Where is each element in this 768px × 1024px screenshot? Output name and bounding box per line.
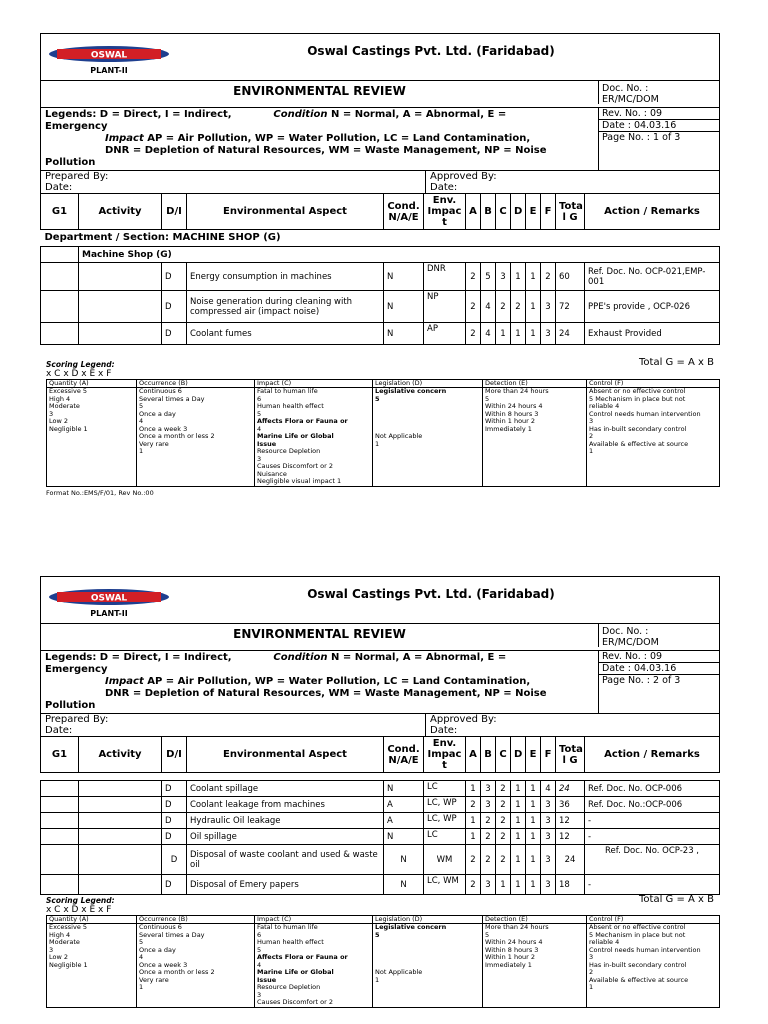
table-row: D Coolant fumes N AP 2 4 1 1 1 3 24 Exhaust Provided <box>41 323 720 345</box>
impact-scale: Fatal to human life 6 Human health effect 5 Affects Flora or Fauna or 4 Marine Life or Global Issue Resource Depletion 3 Causes Discomfort or 2 <box>255 924 373 1008</box>
doc-no <box>599 81 719 107</box>
legend-area <box>40 107 720 170</box>
review-page-2 <box>40 576 720 1008</box>
company-name: Oswal Castings Pvt. Ltd. (Faridabad) <box>307 44 555 58</box>
impact-scale: Fatal to human life 6 Human health effect 5 Affects Flora or Fauna or 4 Marine Life or Global Issue Resource Depletion 3 Causes Discomfort or 2 Nuisance Negligible visual impact 1 <box>255 388 373 487</box>
signoff-row: Prepared By: Date: Approved By: Date: <box>40 713 720 736</box>
detection-scale: More than 24 hours 5 Within 24 hours 4 Within 8 hours 3 Within 1 hour 2 Immediately 1 <box>483 388 587 487</box>
rev-no: Rev. No. : 09 <box>599 108 719 120</box>
quantity-scale: Excessive 5 High 4 Moderate 3 Low 2 Negligible 1 <box>47 924 137 1008</box>
table-row: D Hydraulic Oil leakage A LC, WP 1 2 2 1 1 3 12 - <box>41 813 720 829</box>
table-header: G1 Activity D/I Environmental Aspect Cond. N/A/E Env. Impac t A B C D E F Tota l G Action / Remarks <box>41 194 720 230</box>
scoring-legend-table: Quantity (A) Occurrence (B) Impact (C) Legislation (D) Detection (E) Control (F) Excessive 5 High 4 Moderate 3 Low 2 Negligible 1 Continuous 6 Several times a Day 5 Once a day 4 Once a week 3 Once a month or less 2 Very rare 1 Fatal to human life 6 Human health effect 5 Affects Flora or Fauna or 4 Marine Life or Global Issue Resource Depletion 3 Causes Discomfort or 2 Legislative concern 5 Not Applicable 1 More than 24 hours 5 Within 24 hours 4 Within 8 hours 3 Within 1 hour 2 Immediately 1 Absent or no effective control 5 Mechanism in place but not reliable 4 Control needs human intervention 3 Has in-built secondary control 2 Available & effective at source 1 <box>46 915 720 1008</box>
document-title: ENVIRONMENTAL REVIEW <box>41 81 599 104</box>
department-label: Department / Section: MACHINE SHOP (G) <box>41 230 720 247</box>
doc-no-value: ER/MC/DOM <box>602 94 659 105</box>
svg-text:PLANT-II: PLANT-II <box>90 609 128 618</box>
control-scale: Absent or no effective control 5 Mechanism in place but not reliable 4 Control needs human intervention 3 Has in-built secondary control 2 Available & effective at source 1 <box>587 388 720 487</box>
detection-scale: More than 24 hours 5 Within 24 hours 4 Within 8 hours 3 Within 1 hour 2 Immediately 1 <box>483 924 587 1008</box>
approved-by: Approved By: <box>430 171 497 182</box>
table-header: G1 Activity D/I Environmental Aspect Cond. N/A/E Env. Impac t A B C D E F Tota l G Action / Remarks <box>41 737 720 773</box>
prepared-by: Prepared By: <box>45 171 109 182</box>
page-header <box>40 33 720 80</box>
table-row: D Noise generation during cleaning with compressed air (impact noise) N NP 2 4 2 2 1 3 72 PPE's provide , OCP-026 <box>41 291 720 323</box>
total-formula: Total G = A x B <box>639 894 714 905</box>
legislation-scale: Legislative concern 5 Not Applicable 1 <box>373 388 483 487</box>
table-row: D Energy consumption in machines N DNR 2 5 3 1 1 2 60 Ref. Doc. No. OCP-021,EMP-001 <box>41 263 720 291</box>
legends-text: Legends: D = Direct, I = Indirect, Condition N = Normal, A = Abnormal, E = Emergency Impact AP = Air Pollution, WP = Water Pollution, LC = Land Contamination, DNR = Depletion of Natural Resources, WM = Waste Management, NP = Noise Pollution <box>41 651 599 713</box>
svg-text:OSWAL: OSWAL <box>90 593 128 604</box>
scoring-formula: x C x D x E x F <box>46 369 112 379</box>
total-formula: Total G = A x B <box>639 357 714 368</box>
signoff-row: Prepared By: Date: Approved By: Date: <box>40 170 720 193</box>
occurrence-scale: Continuous 6 Several times a Day 5 Once a day 4 Once a week 3 Once a month or less 2 Very rare 1 <box>137 924 255 1008</box>
doc-no-label: Doc. No. : <box>602 83 649 94</box>
quantity-scale: Excessive 5 High 4 Moderate 3 Low 2 Negligible 1 <box>47 388 137 487</box>
scoring-legend-title: Scoring Legend: <box>46 360 115 369</box>
table-row: D Disposal of Emery papers N LC, WM 2 3 1 1 1 3 18 - <box>41 875 720 895</box>
review-table <box>40 193 720 345</box>
scoring-legend-title: Scoring Legend: <box>46 896 115 905</box>
doc-date: Date : 04.03.16 <box>599 663 719 675</box>
legend-area <box>40 650 720 713</box>
doc-date: Date : 04.03.16 <box>599 120 719 132</box>
oswal-logo <box>47 583 171 619</box>
rev-no: Rev. No. : 09 <box>599 651 719 663</box>
review-page-1 <box>40 33 720 497</box>
sub-section: Machine Shop (G) <box>79 247 720 263</box>
page-no: Page No. : 1 of 3 <box>602 132 681 143</box>
oswal-logo <box>47 40 171 76</box>
control-scale: Absent or no effective control 5 Mechanism in place but not reliable 4 Control needs human intervention 3 Has in-built secondary control 2 Available & effective at source 1 <box>587 924 720 1008</box>
table-row: D Disposal of waste coolant and used & waste oil N WM 2 2 2 1 1 3 24 Ref. Doc. No. OCP-23 , <box>41 845 720 875</box>
svg-text:PLANT-II: PLANT-II <box>90 66 128 75</box>
page-no: Page No. : 2 of 3 <box>602 675 681 686</box>
format-number: Format No.:EMS/F/01, Rev No.:00 <box>46 488 154 497</box>
legends-text: Legends: D = Direct, I = Indirect, Condition N = Normal, A = Abnormal, E = Emergency Impact AP = Air Pollution, WP = Water Pollution, LC = Land Contamination, DNR = Depletion of Natural Resources, WM = Waste Management, NP = Noise Pollution <box>41 108 599 170</box>
review-table <box>40 736 720 895</box>
revision-box <box>599 108 719 170</box>
legislation-scale: Legislative concern 5 Not Applicable 1 <box>373 924 483 1008</box>
svg-text:OSWAL: OSWAL <box>90 50 128 61</box>
doc-no: Doc. No. : ER/MC/DOM <box>602 626 659 648</box>
title-row <box>40 623 720 650</box>
document-title: ENVIRONMENTAL REVIEW <box>41 624 599 647</box>
page-header <box>40 576 720 623</box>
table-row: D Coolant spillage N LC 1 3 2 1 1 4 24 Ref. Doc. No. OCP-006 <box>41 781 720 797</box>
table-row: D Coolant leakage from machines A LC, WP 2 3 2 1 1 3 36 Ref. Doc. No.:OCP-006 <box>41 797 720 813</box>
scoring-legend-table: Quantity (A) Occurrence (B) Impact (C) Legislation (D) Detection (E) Control (F) Excessive 5 High 4 Moderate 3 Low 2 Negligible 1 Continuous 6 Several times a Day 5 Once a day 4 Once a week 3 Once a month or less 2 Very rare 1 Fatal to human life 6 Human health effect 5 Affects Flora or Fauna or 4 Marine Life or Global Issue Resource Depletion 3 Causes Discomfort or 2 Nuisance Negligible visual impact 1 Legislative concern 5 Not Applicable 1 More than 24 hours 5 Within 24 hours 4 Within 8 hours 3 Within 1 hour 2 Immediately 1 Absent or no effective control 5 Mechanism in place but not reliable 4 Control needs human intervention 3 Has in-built secondary control 2 Available & effective at source 1 <box>46 379 720 487</box>
scoring-formula: x C x D x E x F <box>46 905 112 915</box>
table-row: D Oil spillage N LC 1 2 2 1 1 3 12 - <box>41 829 720 845</box>
company-name: Oswal Castings Pvt. Ltd. (Faridabad) <box>307 587 555 601</box>
occurrence-scale: Continuous 6 Several times a Day 5 Once a day 4 Once a week 3 Once a month or less 2 Very rare 1 <box>137 388 255 487</box>
title-row <box>40 80 720 107</box>
revision-box <box>599 651 719 713</box>
